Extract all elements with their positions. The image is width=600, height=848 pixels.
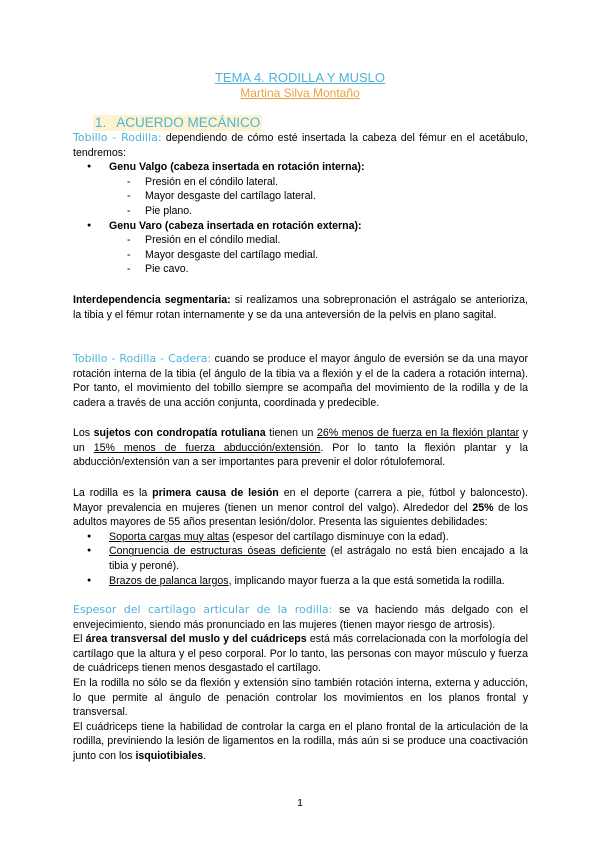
text-run: (espesor del cartílago disminuye con la edad). bbox=[229, 530, 449, 543]
text-run: El cuádriceps tiene la habilidad de controlar la carga en el plano frontal de la articulación de la rodilla, previniendo la lesión de ligamentos en la rodilla, más aún si se produce una coactivación junto con los bbox=[73, 720, 528, 762]
list-item bbox=[73, 530, 528, 545]
underlined-run: Soporta cargas muy altas bbox=[109, 530, 230, 543]
underlined-run: Brazos de palanca largos bbox=[109, 574, 229, 587]
list-item-valgo: ● Genu Valgo (cabeza insertada en rotación interna): bbox=[73, 160, 528, 175]
paragraph-lesion bbox=[73, 486, 528, 588]
bold-lead: Interdependencia segmentaria: bbox=[73, 294, 231, 306]
text-run: (el astrágalo no está bien encajado a la tibia y peroné). bbox=[109, 545, 528, 572]
paragraph-text: dependiendo de cómo esté insertada la cabeza del fémur en el acetábulo, tendremos: bbox=[73, 132, 529, 159]
subheading-tobillo-rodilla-cadera: Tobillo - Rodilla - Cadera: bbox=[73, 352, 212, 365]
text-run: . Por lo tanto la flexión plantar y la abducción/extensión van a ser importantes para prevenir el dolor rótulofemoral. bbox=[73, 441, 528, 469]
text-run: está más correlacionada con la morfología del cartílago que la altura y el peso corporal. Por lo tanto, las personas con mayor músculo y fuerza de cuádriceps tienen menos desgastado el cartílago. bbox=[73, 633, 528, 675]
list-item bbox=[73, 544, 528, 573]
paragraph-text: se va haciendo más delgado con el envejecimiento, siendo más pronunciado en las mujeres (tienen mayor riesgo de artrosis). bbox=[73, 604, 528, 631]
list-subitem: - Presión en el cóndilo medial. bbox=[73, 233, 528, 248]
page-number: 1 bbox=[297, 797, 303, 809]
list-item bbox=[73, 574, 528, 589]
document-author: Martina Silva Montaño bbox=[240, 86, 360, 100]
genu-list bbox=[73, 160, 528, 277]
paragraph-text: cuando se produce el mayor ángulo de eversión se da una mayor rotación interna de la tibia (el ángulo de la tibia va a flexión y el de la cadera a rotación interna). Por tanto, el movimiento del tobillo siempre se acompaña del movimiento de la rodilla y de la cadera a través de una acción conjunta, coordinada y predecible. bbox=[73, 353, 528, 409]
list-subitem: - Presión en el cóndilo lateral. bbox=[73, 175, 528, 190]
section-number: 1. bbox=[95, 115, 107, 130]
list-subitem: - Pie cavo. bbox=[73, 262, 528, 277]
list-item-varo: ● Genu Varo (cabeza insertada en rotación externa): bbox=[73, 219, 528, 234]
bold-run: sujetos con condropatía rotuliana bbox=[93, 427, 266, 439]
underlined-run: 26% menos de fuerza en la flexión plantar bbox=[316, 427, 520, 439]
text-run: El bbox=[73, 633, 86, 646]
text-run: tienen un bbox=[265, 427, 317, 439]
paragraph-condropatia bbox=[73, 426, 528, 470]
paragraph-text: En la rodilla no sólo se da flexión y extensión sino también rotación interna, externa y aducción, lo que permite al ángulo de penación controlar los movimientos en los planos frontal y transversal. bbox=[73, 676, 528, 719]
bold-run: primera causa de lesión bbox=[152, 487, 279, 499]
section-title: ACUERDO MECÁNICO bbox=[116, 115, 261, 130]
paragraph-tobillo-rodilla-cadera bbox=[73, 352, 528, 410]
list-subitem: - Mayor desgaste del cartílago lateral. bbox=[73, 189, 528, 204]
bold-run: 25% bbox=[472, 501, 494, 514]
paragraph-text: si realizamos una sobrepronación el astrágalo se anterioriza, la tibia y el fémur rotan internamente y se da una anteversión de la pelvis en plano sagital. bbox=[73, 294, 528, 321]
bold-run: área transversal del muslo y del cuádriceps bbox=[85, 633, 307, 646]
list-subitem: - Mayor desgaste del cartílago medial. bbox=[73, 248, 528, 263]
bold-run: isquiotibiales bbox=[135, 749, 204, 762]
document-title: TEMA 4. RODILLA Y MUSLO bbox=[214, 70, 386, 85]
text-run: . bbox=[203, 749, 207, 762]
section-heading bbox=[93, 115, 262, 131]
list-subitem: - Pie plano. bbox=[73, 204, 528, 219]
underlined-run: 15% menos de fuerza abducción/extensión bbox=[93, 441, 321, 454]
text-run: La rodilla es la bbox=[73, 487, 153, 499]
subheading-espesor: Espesor del cartílago articular de la rodilla: bbox=[73, 603, 333, 616]
subheading-tobillo-rodilla: Tobillo - Rodilla: bbox=[73, 131, 162, 144]
paragraph-tobillo-rodilla bbox=[73, 131, 528, 277]
underlined-run: Congruencia de estructuras óseas deficiente bbox=[109, 545, 326, 558]
text-run: Los bbox=[73, 427, 94, 439]
weakness-list bbox=[73, 530, 528, 588]
text-run: en el deporte (carrera a pie, fútbol y baloncesto). Mayor prevalencia en mujeres (tienen un menor control del valgo). Alrededor del bbox=[73, 487, 528, 514]
text-run: , implicando mayor fuerza a la que está sometida la rodilla. bbox=[228, 574, 505, 587]
text-run: de los adultos mayores de 55 años presentan lesión/dolor. Presenta las siguientes debilidades: bbox=[73, 501, 528, 529]
text-run: y un bbox=[73, 427, 528, 454]
paragraph-espesor bbox=[73, 603, 528, 764]
paragraph-interdependencia bbox=[73, 293, 528, 322]
